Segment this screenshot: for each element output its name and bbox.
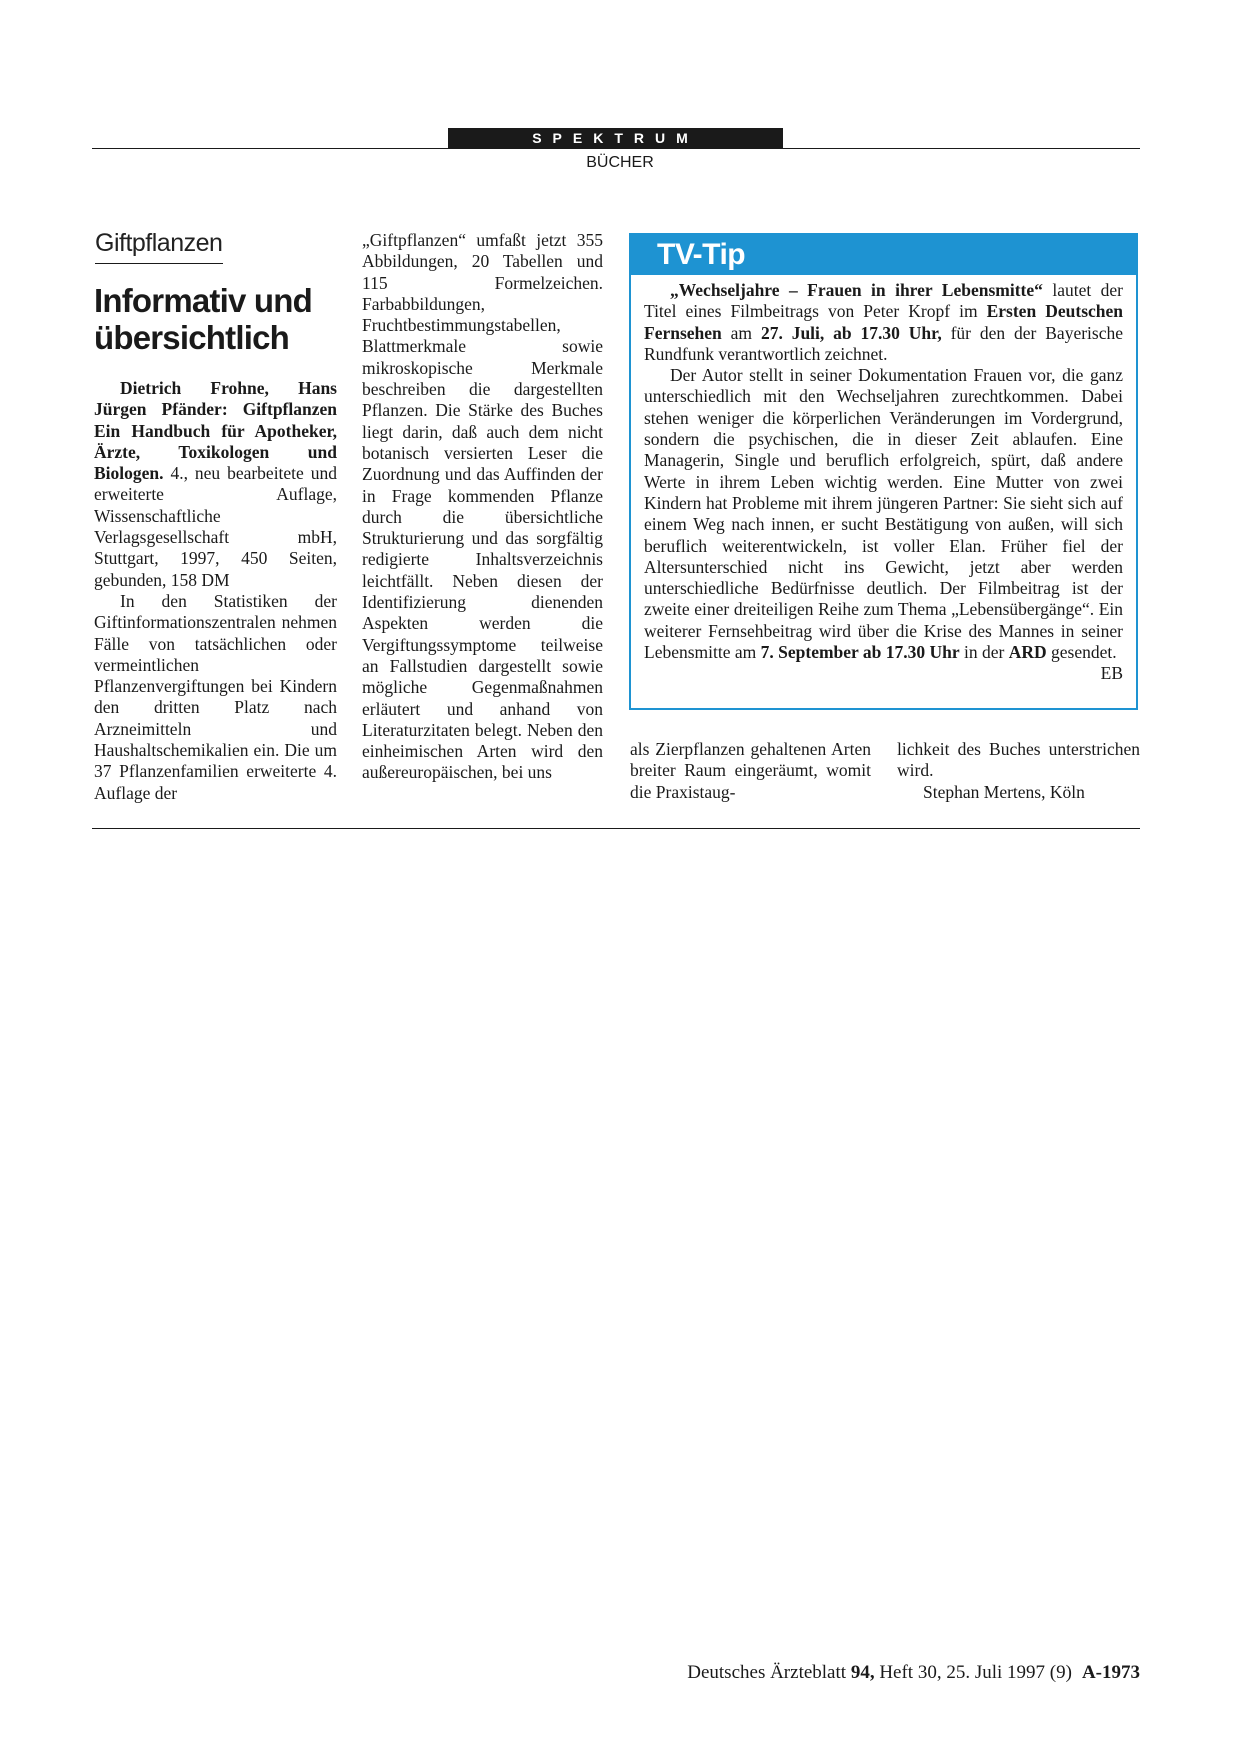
book-citation-details: 4., neu bearbeitete und erweiterte Auflage, Wissenschaftliche Verlagsgesellschaft mbH, Stuttgart, 1997, 450 Seiten, gebunden, 158 DM <box>94 463 337 590</box>
article-headline: Informativ und übersichtlich <box>94 282 312 356</box>
page-number: A-1973 <box>1081 1662 1140 1683</box>
tv-tip-title: TV-Tip <box>631 235 1136 275</box>
article-column-1 <box>94 378 337 804</box>
tv-tip-text: lautet der Titel eines Filmbeitrags von Peter Kropf im <box>644 280 1123 322</box>
kicker-rule <box>95 263 223 264</box>
tv-tip-text: am <box>721 322 761 343</box>
tv-tip-paragraph-2 <box>644 365 1123 684</box>
article-column-4 <box>897 739 1140 803</box>
journal-name: Deutsches Ärzteblatt <box>687 1662 847 1683</box>
article-paragraph: In den Statistiken der Giftinformationszentralen nehmen Fälle von tatsächlichen oder vermeintlichen Pflanzenvergiftungen bei Kindern den dritten Platz nach Arzneimitteln und Haushaltschemikalien ein. Die um 37 Pflanzenfamilien erweiterte 4. Auflage der <box>94 590 337 803</box>
page-footer <box>687 1662 1140 1684</box>
section-banner: SPEKTRUM <box>448 128 783 149</box>
tv-tip-body <box>644 280 1123 685</box>
tv-tip-text: für den der Bayerische Rundfunk verantwortlich zeichnet. <box>644 322 1123 364</box>
journal-volume: 94, <box>850 1662 875 1683</box>
tv-tip-airdate: 27. Juli, ab 17.30 Uhr, <box>760 322 942 343</box>
tv-tip-text: gesendet. <box>1046 642 1117 663</box>
tv-tip-second-airdate: 7. September ab 17.30 Uhr <box>760 642 960 663</box>
tv-tip-text: Der Autor stellt in seiner Dokumentation Frauen vor, die ganz unterschiedlich mit den Wechseljahren zurechtkommen. Dabei stehen weniger die körperlichen Veränderungen im Vordergrund, sondern die psychischen, die in dieser Zeit ablaufen. Eine Managerin, Single und beruflich erfolgreich, spürt, daß andere Werte in ihrem Leben wichtig werden. Eine Mutter von zwei Kindern hat Probleme mit ihrem jüngeren Partner: Sie sieht sich auf einem Weg nach innen, er sucht Bestätigung von außen, will sich beruflich weiterentwickeln, ist voller Elan. Früher fiel der Altersunterschied nicht ins Gewicht, jetzt aber werden unterschiedliche Bedürfnisse deutlich. Der Filmbeitrag ist der zweite einer dreiteiligen Reihe zum Thema „Lebensübergänge“. Ein weiterer Fernsehbeitrag wird über die Krise des Mannes in seiner Lebensmitte am <box>644 365 1123 663</box>
book-citation-bold: Dietrich Frohne, Hans Jürgen Pfänder: Giftpflanzen Ein Handbuch für Apotheker, Ärzte, Toxikologen und Biologen. <box>94 378 337 484</box>
article-column-2 <box>362 230 603 784</box>
bottom-rule <box>92 828 1140 829</box>
article-paragraph: „Giftpflanzen“ umfaßt jetzt 355 Abbildungen, 20 Tabellen und 115 Formelzeichen. Farbabbildungen, Fruchtbestimmungstabellen, Blattmerkmale sowie mikroskopische Merkmale beschreiben die dargestellten Pflanzen. Die Stärke des Buches liegt darin, daß auch dem nicht botanisch versierten Leser die Zuordnung und das Auffinden der in Frage kommenden Pflanze durch die übersichtliche Strukturierung und das sorgfältig redigierte Inhaltsverzeichnis leichtfällt. Neben diesen der Identifizierung dienenden Aspekten werden die Vergiftungssymptome teilweise an Fallstudien dargestellt sowie mögliche Gegenmaßnahmen erläutert und anhand von Literaturzitaten belegt. Neben den einheimischen Arten wird den außereuropäischen, bei uns <box>362 230 603 783</box>
article-paragraph: als Zierpflanzen gehaltenen Arten breiter Raum eingeräumt, womit die Praxistaug- <box>630 739 871 802</box>
tv-tip-channel-ard: ARD <box>1008 642 1047 663</box>
journal-issue: Heft 30, 25. Juli 1997 (9) <box>879 1662 1072 1683</box>
article-author: Stephan Mertens, Köln <box>923 781 1085 802</box>
article-kicker: Giftpflanzen <box>95 229 223 257</box>
article-paragraph: lichkeit des Buches unterstrichen wird. <box>897 739 1140 781</box>
section-label: BÜCHER <box>586 154 654 171</box>
tv-tip-text: in der <box>959 642 1009 663</box>
tv-tip-paragraph-1 <box>644 280 1123 365</box>
tv-tip-film-title: „Wechseljahre – Frauen in ihrer Lebensmitte“ <box>670 280 1043 300</box>
tv-tip-box <box>629 233 1138 710</box>
article-column-3 <box>630 739 871 803</box>
header-rule <box>92 148 1140 149</box>
tv-tip-signature: EB <box>1100 663 1123 684</box>
tv-tip-channel: Ersten Deutschen Fernsehen <box>644 301 1124 343</box>
book-citation <box>94 378 337 591</box>
